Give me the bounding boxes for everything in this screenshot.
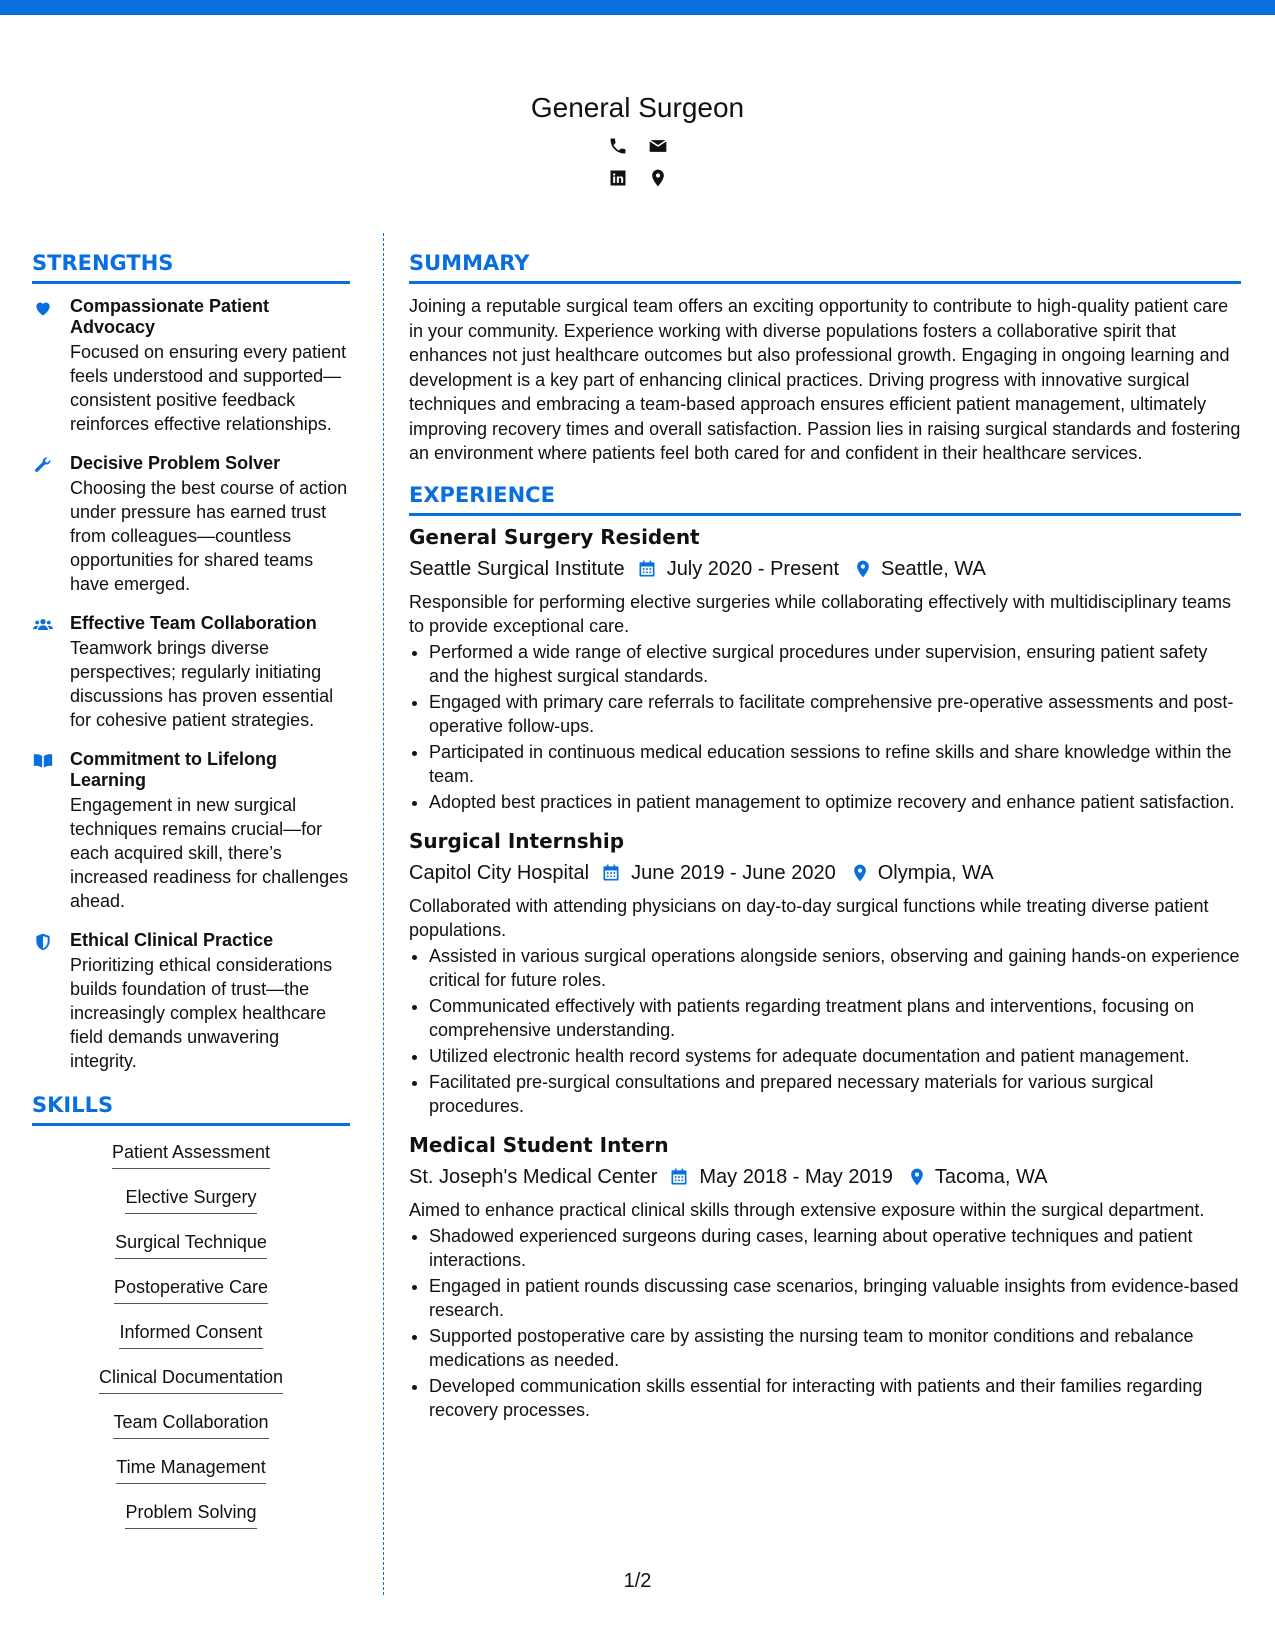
job-entry: [409, 522, 1241, 814]
location-pin-icon: [850, 862, 870, 884]
bullet-item: • Engaged in patient rounds discussing case scenarios, bringing valuable insights from evidence-based research.: [429, 1274, 1241, 1322]
shield-icon: [32, 930, 56, 1073]
skill-item: Elective Surgery: [32, 1185, 350, 1230]
skills-list: [32, 1140, 350, 1545]
job-bullets: [409, 640, 1241, 814]
location-pin-icon: [907, 1166, 927, 1188]
strength-title: Compassionate Patient Advocacy: [70, 296, 270, 337]
strength-description: Engagement in new surgical techniques remains crucial—for each acquired skill, there’s increased readiness for challenges ahead.: [70, 795, 349, 911]
job-description: Collaborated with attending physicians on day-to-day surgical functions while treating diverse patient populations.: [409, 895, 1209, 940]
skill-item: Problem Solving: [32, 1500, 350, 1545]
wrench-icon: [32, 453, 56, 596]
skills-heading: SKILLS: [32, 1090, 350, 1126]
strength-item: [32, 296, 350, 436]
skill-item: Time Management: [32, 1455, 350, 1500]
bullet-item: • Assisted in various surgical operations alongside seniors, observing and gaining hands-on experience critical for future roles.: [429, 944, 1241, 992]
strength-description: Prioritizing ethical considerations builds foundation of trust—the increasingly complex healthcare field demands unwavering integrity.: [70, 955, 333, 1071]
book-icon: [32, 749, 56, 913]
bullet-item: • Developed communication skills essential for interacting with patients and their families regarding recovery processes.: [429, 1374, 1241, 1422]
strength-description: Teamwork brings diverse perspectives; regularly initiating discussions has proven essential for cohesive patient strategies.: [70, 638, 334, 730]
skill-item: Patient Assessment: [32, 1140, 350, 1185]
strength-description: Focused on ensuring every patient feels understood and supported—consistent positive feedback reinforces effective relationships.: [70, 342, 347, 434]
strength-item: [32, 930, 350, 1073]
location-pin-icon: [648, 168, 668, 188]
contact-row-1: [0, 136, 1275, 156]
bullet-item: • Engaged with primary care referrals to facilitate comprehensive pre-operative assessments and post-operative follow-ups.: [429, 690, 1241, 738]
heart-icon: [32, 296, 56, 436]
strength-item: [32, 749, 350, 913]
strength-item: [32, 453, 350, 596]
skill-item: Clinical Documentation: [32, 1365, 350, 1410]
job-organization: Capitol City Hospital: [409, 861, 590, 884]
job-bullets: [409, 1224, 1241, 1422]
summary-heading: SUMMARY: [409, 248, 1241, 284]
calendar-icon: [637, 558, 657, 580]
job-organization: Seattle Surgical Institute: [409, 557, 625, 580]
job-description: Aimed to enhance practical clinical skills through extensive exposure within the surgical department.: [409, 1199, 1205, 1220]
job-meta: [409, 554, 1241, 584]
location-pin-icon: [853, 558, 873, 580]
job-title: Medical Student Intern: [409, 1132, 669, 1157]
bullet-item: • Performed a wide range of elective surgical procedures under supervision, ensuring patient safety and the highest surgical standards.: [429, 640, 1241, 688]
strength-item: [32, 613, 350, 732]
experience-section: [409, 480, 1241, 1422]
bullet-item: • Adopted best practices in patient management to optimize recovery and enhance patient satisfaction.: [429, 790, 1241, 814]
top-accent-bar: [0, 0, 1275, 15]
job-dates: July 2020 - Present: [666, 557, 840, 580]
strength-title: Ethical Clinical Practice: [70, 930, 274, 950]
users-icon: [32, 613, 56, 732]
job-bullets: [409, 944, 1241, 1118]
bullet-item: • Shadowed experienced surgeons during cases, learning about operative techniques and patient interactions.: [429, 1224, 1241, 1272]
job-location: Olympia, WA: [877, 861, 994, 884]
job-dates: June 2019 - June 2020: [631, 861, 836, 884]
job-title: General Surgery Resident: [409, 524, 700, 549]
calendar-icon: [669, 1166, 689, 1188]
job-entry: [409, 826, 1241, 1118]
resume-header: [0, 90, 1275, 188]
bullet-item: • Participated in continuous medical education sessions to refine skills and share knowledge within the team.: [429, 740, 1241, 788]
strength-title: Decisive Problem Solver: [70, 453, 281, 473]
envelope-icon[interactable]: [648, 136, 668, 156]
job-meta: [409, 858, 1241, 888]
strengths-list: [32, 296, 350, 1073]
linkedin-icon[interactable]: [608, 168, 628, 188]
column-divider: [383, 233, 384, 1595]
strength-title: Commitment to Lifelong Learning: [70, 749, 277, 790]
strengths-heading: STRENGTHS: [32, 248, 350, 284]
job-location: Tacoma, WA: [934, 1165, 1048, 1188]
bullet-item: • Utilized electronic health record systems for adequate documentation and patient management.: [429, 1044, 1241, 1068]
skill-item: Surgical Technique: [32, 1230, 350, 1275]
page-number: 1/2: [623, 1570, 652, 1592]
phone-icon[interactable]: [608, 136, 628, 156]
strength-title: Effective Team Collaboration: [70, 613, 317, 633]
job-meta: [409, 1162, 1241, 1192]
experience-heading: EXPERIENCE: [409, 480, 1241, 516]
right-column: [409, 248, 1241, 1424]
skill-item: Informed Consent: [32, 1320, 350, 1365]
job-title: Surgical Internship: [409, 828, 625, 853]
skill-item: Team Collaboration: [32, 1410, 350, 1455]
candidate-name: General Surgeon: [530, 92, 745, 123]
job-entry: [409, 1130, 1241, 1422]
job-organization: St. Joseph's Medical Center: [409, 1165, 658, 1188]
left-column: [32, 248, 350, 1545]
job-description: Responsible for performing elective surgeries while collaborating effectively with multidisciplinary teams to provide exceptional care.: [409, 591, 1232, 636]
job-location: Seattle, WA: [881, 557, 986, 580]
summary-text: Joining a reputable surgical team offers an exciting opportunity to contribute to high-quality patient care in your community. Experience working with diverse populations fosters a collaborative spirit that enhances not just healthcare outcomes but also professional growth. Engaging in ongoing learning and development is a key part of enhancing clinical practices. Driving progress with innovative surgical techniques and embracing a team-based approach ensures efficient patient management, ultimately improving recovery times and overall satisfaction. Passion lies in raising surgical standards and fostering an environment where patients feel both cared for and confident in their healthcare services.: [409, 296, 1241, 463]
calendar-icon: [601, 862, 621, 884]
contact-row-2: [0, 168, 1275, 188]
skill-item: Postoperative Care: [32, 1275, 350, 1320]
bullet-item: • Facilitated pre-surgical consultations and prepared necessary materials for various surgical procedures.: [429, 1070, 1241, 1118]
bullet-item: • Supported postoperative care by assisting the nursing team to monitor conditions and rebalance medications as needed.: [429, 1324, 1241, 1372]
job-dates: May 2018 - May 2019: [699, 1165, 893, 1188]
bullet-item: • Communicated effectively with patients regarding treatment plans and interventions, focusing on comprehensive understanding.: [429, 994, 1241, 1042]
strength-description: Choosing the best course of action under pressure has earned trust from colleagues—countless opportunities for shared teams have emerged.: [70, 478, 348, 594]
